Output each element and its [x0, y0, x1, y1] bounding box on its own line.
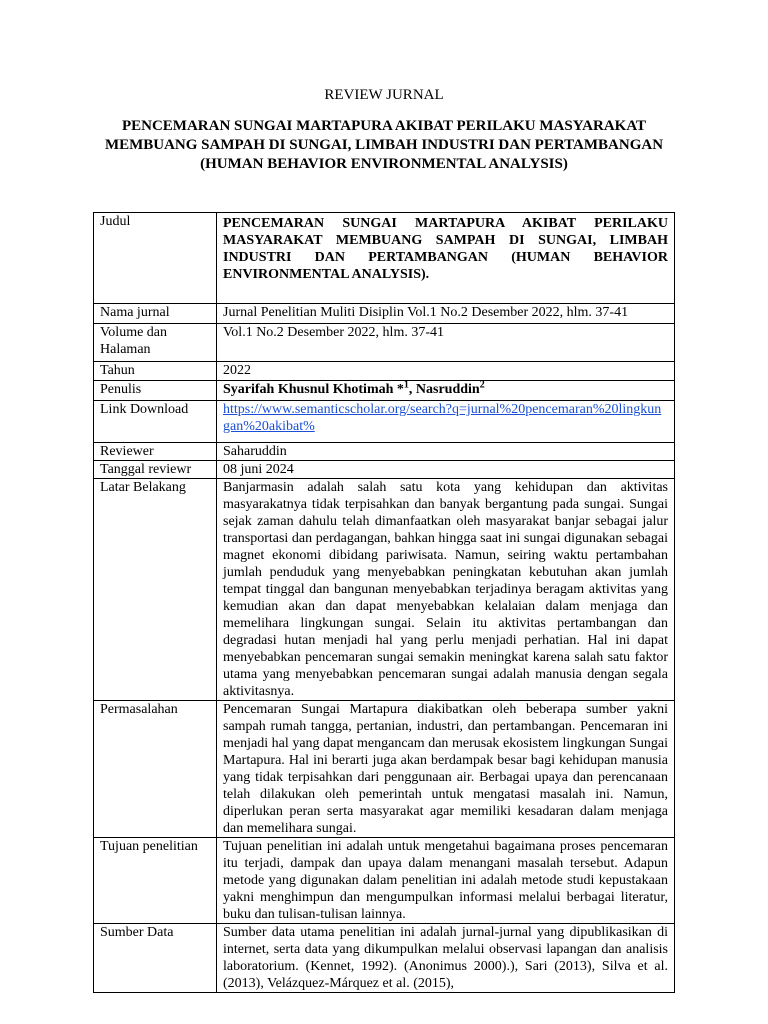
download-link[interactable]: https://www.semanticscholar.org/search?q=jurnal%20pencemaran%20lingkungan%20akibat% [223, 402, 662, 434]
row-link [94, 401, 675, 443]
value-latar-belakang: Banjarmasin adalah salah satu kota yang kehidupan dan aktivitas masyarakatnya tidak terpisahkan dan banyak bergantung pada sungai. Sungai sejak zaman dahulu telah dimanfaatkan oleh masyarakat banjar sebagai jalur transportasi dan perdagangan, bahkan hingga saat ini sungai digunakan sebagai magnet ekonomi dibidang pariwisata. Namun, seiring waktu pertambahan jumlah penduduk yang menyebabkan peningkatan kebutuhan akan jumlah tempat tinggal dan bangunan menyebabkan terjadinya beragam aktivitas yang kemudian akan dan dapat menyebabkan kelalaian dalam menjaga dan memelihara lingkungan sungai. Selain itu aktivitas pertambangan dan degradasi hutan menjadi hal yang perlu menjadi perhatian. Hal ini dapat menyebabkan pencemaran sungai semakin meningkat karena salah satu faktor utama yang menyebabkan pencemaran sungai adalah manusia dengan segala aktivitasnya. [217, 479, 675, 701]
author-1: Syarifah Khusnul Khotimah * [223, 382, 404, 397]
author-2-affiliation: 2 [479, 379, 485, 391]
value-judul: PENCEMARAN SUNGAI MARTAPURA AKIBAT PERILAKU MASYARAKAT MEMBUANG SAMPAH DI SUNGAI, LIMBAH INDUSTRI DAN PERTAMBANGAN (HUMAN BEHAVIOR ENVIRONMENTAL ANALYSIS). [217, 213, 675, 304]
label-reviewer: Reviewer [94, 443, 217, 461]
value-tahun: 2022 [217, 362, 675, 381]
row-tanggal [94, 461, 675, 479]
author-1-affiliation: 1 [403, 379, 409, 391]
author-separator: , [408, 382, 416, 397]
row-volume [94, 324, 675, 362]
label-tanggal: Tanggal reviewr [94, 461, 217, 479]
review-table [93, 212, 675, 993]
document-label: REVIEW JURNAL [324, 87, 444, 103]
document-title: PENCEMARAN SUNGAI MARTAPURA AKIBAT PERILAKU MASYARAKAT MEMBUANG SAMPAH DI SUNGAI, LIMBAH INDUSTRI DAN PERTAMBANGAN (HUMAN BEHAVIOR ENVIRONMENTAL ANALYSIS) [104, 118, 664, 172]
label-latar-belakang: Latar Belakang [94, 479, 217, 701]
label-permasalahan: Permasalahan [94, 701, 217, 838]
label-volume: Volume dan Halaman [94, 324, 217, 362]
row-latar-belakang [94, 479, 675, 701]
value-sumber-data: Sumber data utama penelitian ini adalah jurnal-jurnal yang dipublikasikan di internet, serta data yang dikumpulkan melalui observasi lapangan dan analisis laboratorium. (Kennet, 1992). (Anonimus 2000).), Sari (2013), Silva et al. (2013), Velázquez-Márquez et al. (2015), [217, 924, 675, 993]
value-reviewer: Saharuddin [217, 443, 675, 461]
label-tahun: Tahun [94, 362, 217, 381]
label-penulis: Penulis [94, 381, 217, 401]
row-reviewer [94, 443, 675, 461]
row-nama-jurnal [94, 304, 675, 324]
row-tahun [94, 362, 675, 381]
value-permasalahan: Pencemaran Sungai Martapura diakibatkan oleh beberapa sumber yakni sampah rumah tangga, pertanian, industri, dan pertambangan. Pencemaran ini menjadi hal yang dapat mengancam dan merusak ekosistem lingkungan Sungai Martapura. Hal ini berarti juga akan berdampak besar bagi kehidupan manusia yang tidak terpisahkan dari penggunaan air. Berbagai upaya dan perencanaan telah dilakukan oleh pemerintah untuk mengatasi masalah ini. Namun, diperlukan peran serta masyarakat agar memiliki kesadaran dalam menjaga dan memelihara sungai. [217, 701, 675, 838]
value-nama-jurnal: Jurnal Penelitian Muliti Disiplin Vol.1 No.2 Desember 2022, hlm. 37-41 [217, 304, 675, 324]
value-tanggal: 08 juni 2024 [217, 461, 675, 479]
value-tujuan: Tujuan penelitian ini adalah untuk mengetahui bagaimana proses pencemaran itu terjadi, dampak dan upaya dalam menangani masalah tersebut. Adapun metode yang digunakan dalam penelitian ini adalah metode studi kepustakaan yakni menghimpun dan mengumpulkan informasi melalui berbagai literatur, buku dan tulisan-tulisan lainnya. [217, 838, 675, 924]
value-penulis [217, 381, 675, 401]
label-nama-jurnal: Nama jurnal [94, 304, 217, 324]
row-tujuan [94, 838, 675, 924]
row-penulis [94, 381, 675, 401]
value-volume: Vol.1 No.2 Desember 2022, hlm. 37-41 [217, 324, 675, 362]
label-sumber-data: Sumber Data [94, 924, 217, 993]
label-judul: Judul [94, 213, 217, 304]
row-permasalahan [94, 701, 675, 838]
row-sumber-data [94, 924, 675, 993]
value-link [217, 401, 675, 443]
author-2: Nasruddin [415, 382, 480, 397]
label-link: Link Download [94, 401, 217, 443]
row-judul [94, 213, 675, 304]
label-tujuan: Tujuan penelitian [94, 838, 217, 924]
